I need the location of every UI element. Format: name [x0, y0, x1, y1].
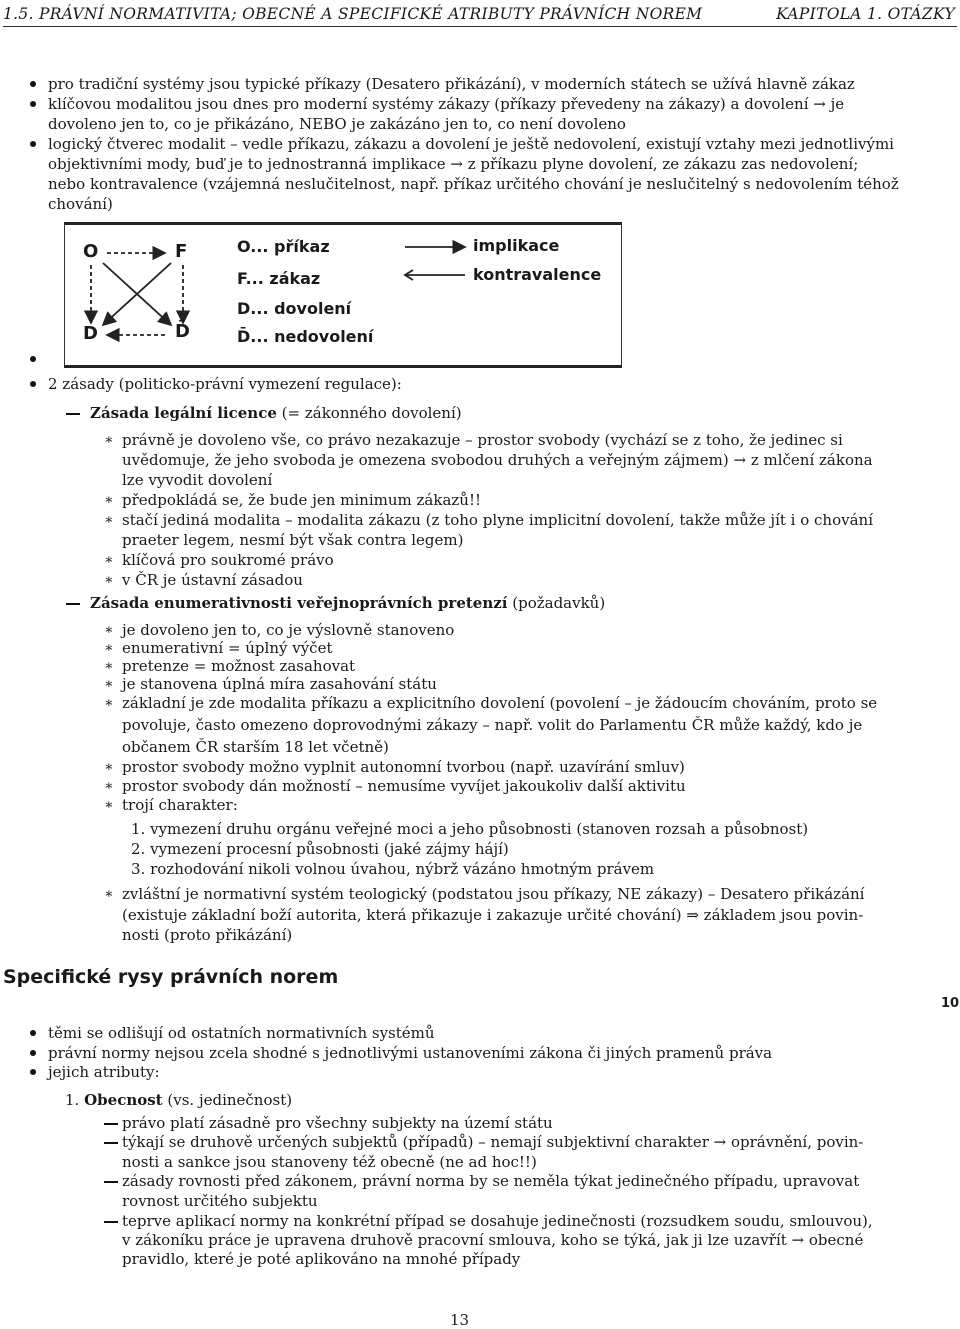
dash-marker	[104, 1221, 118, 1223]
text-line: právní normy nejsou zcela shodné s jednotlivými ustanoveními zákona či jiných pramenů práva	[48, 1044, 773, 1062]
text-line: povoluje, často omezeno doprovodnými zákazy – např. volit do Parlamentu ČR může každý, kdo je	[122, 716, 863, 734]
bullet	[30, 81, 36, 87]
legend-item: O... příkaz	[237, 237, 330, 256]
zasada-title: Zásada enumerativnosti veřejnoprávních pretenzí	[90, 594, 508, 612]
legend-item: D̄... nedovolení	[237, 327, 374, 346]
text-line: nosti a sankce jsou stanoveny též obecně (ne ad hoc!!)	[122, 1153, 537, 1171]
text-line: je dovoleno jen to, co je výslovně stanoveno	[122, 621, 455, 639]
item-text: rozhodování nikoli volnou úvahou, nýbrž vázáno hmotným právem	[150, 860, 655, 878]
running-header	[3, 2, 957, 27]
star-marker: ∗	[104, 676, 114, 692]
dash-marker	[104, 1181, 118, 1183]
header-right: KAPITOLA 1. OTÁZKY	[776, 5, 955, 23]
star-marker: ∗	[104, 572, 114, 588]
star-marker: ∗	[104, 512, 114, 528]
diagram-dbar: D̄	[175, 321, 190, 342]
numbered-item	[131, 819, 808, 839]
zasada-rest: (požadavků)	[507, 594, 606, 612]
star-marker: ∗	[104, 759, 114, 775]
text-line: objektivními mody, buď je to jednostranná implikace → z příkazu plyne dovolení, ze zákazu zas nedovolení;	[48, 155, 859, 173]
text-line: trojí charakter:	[122, 796, 238, 814]
zasada-heading	[90, 593, 605, 613]
legend-item: F... zákaz	[237, 269, 321, 288]
diagram-o: O	[83, 241, 99, 262]
implikace-label: implikace	[473, 236, 560, 255]
text-line: prostor svobody možno vyplnit autonomní tvorbou (např. uzavírání smluv)	[122, 758, 685, 776]
text-line: prostor svobody dán možností – nemusíme vyvíjet jakoukoliv další aktivitu	[122, 777, 686, 795]
star-marker: ∗	[104, 797, 114, 813]
text-line: stačí jediná modalita – modalita zákazu (z toho plyne implicitní dovolení, takže může jít i o chování	[122, 511, 873, 529]
star-marker: ∗	[104, 695, 114, 711]
text-line: praeter legem, nesmí být však contra legem)	[122, 531, 464, 549]
text-line: zásady rovnosti před zákonem, právní norma by se neměla týkat jedinečného případu, upravovat	[122, 1172, 860, 1190]
kontravalence-label: kontravalence	[473, 265, 602, 284]
zasada-title: Zásada legální licence	[90, 404, 277, 422]
item-text: vymezení procesní působnosti (jaké zájmy hájí)	[150, 840, 509, 858]
attribute-heading	[65, 1090, 292, 1110]
text-line: rovnost určitého subjektu	[122, 1192, 318, 1210]
text-line: pravidlo, které je poté aplikováno na mnohé případy	[122, 1250, 521, 1268]
text-line: lze vyvodit dovolení	[122, 471, 273, 489]
text-line: nebo kontravalence (vzájemná neslučitelnost, např. příkaz určitého chování je neslučitelný s nedovolením téhož	[48, 175, 899, 193]
dash-marker	[104, 1142, 118, 1144]
text-line: základní je zde modalita příkazu a explicitního dovolení (povolení – je žádoucím chováním, proto se	[122, 694, 878, 712]
star-marker: ∗	[104, 432, 114, 448]
text-line: občanem ČR starším 18 let včetně)	[122, 738, 389, 756]
bullet	[30, 1069, 36, 1075]
star-marker: ∗	[104, 778, 114, 794]
text-line: právně je dovoleno vše, co právo nezakazuje – prostor svobody (vychází se z toho, že jedinec si	[122, 431, 843, 449]
diagram-d: D	[83, 323, 98, 344]
text-line: dovoleno jen to, co je přikázáno, NEBO je zakázáno jen to, co není dovoleno	[48, 115, 626, 133]
text-line: 2 zásady (politicko-právní vymezení regulace):	[48, 375, 402, 393]
legend-item: D... dovolení	[237, 299, 352, 318]
page-number: 13	[450, 1311, 470, 1329]
text-line: klíčovou modalitou jsou dnes pro moderní systémy zákazy (příkazy převedeny na zákazy) a dovolení → je	[48, 95, 845, 113]
text-line: je stanovena úplná míra zasahování státu	[122, 675, 437, 693]
text-line: uvědomuje, že jeho svoboda je omezena svobodou druhých a veřejným zájmem) → z mlčení zákona	[122, 451, 873, 469]
attribute-title: Obecnost	[84, 1091, 163, 1109]
header-left: 1.5. PRÁVNÍ NORMATIVITA; OBECNÉ A SPECIFICKÉ ATRIBUTY PRÁVNÍCH NOREM	[3, 5, 703, 23]
item-number: 1.	[65, 1091, 80, 1109]
bullet	[30, 141, 36, 147]
star-marker: ∗	[104, 658, 114, 674]
modality-square-diagram	[64, 222, 622, 368]
star-marker: ∗	[104, 492, 114, 508]
text-line: nosti (proto přikázání)	[122, 926, 293, 944]
star-marker: ∗	[104, 622, 114, 638]
diagram-f: F	[175, 241, 188, 262]
numbered-item	[131, 839, 509, 859]
numbered-item	[131, 859, 654, 879]
text-line: chování)	[48, 195, 113, 213]
text-line: v ČR je ústavní zásadou	[122, 571, 303, 589]
text-line: týkají se druhově určených subjektů (případů) – nemají subjektivní charakter → oprávnění, povin-	[122, 1133, 864, 1151]
margin-number: 10	[941, 996, 960, 1011]
text-line: teprve aplikací normy na konkrétní případ se dosahuje jedinečnosti (rozsudkem soudu, smlouvou),	[122, 1212, 873, 1230]
item-number: 1.	[131, 820, 146, 838]
bullet	[30, 356, 36, 362]
star-marker: ∗	[104, 640, 114, 656]
bullet	[30, 1050, 36, 1056]
zasada-rest: (= zákonného dovolení)	[276, 404, 462, 422]
text-line: pretenze = možnost zasahovat	[122, 657, 356, 675]
text-line: (existuje základní boží autorita, která přikazuje i zakazuje určité chování) ⇒ základem jsou povin-	[122, 906, 864, 924]
text-line: pro tradiční systémy jsou typické příkazy (Desatero přikázání), v moderních státech se užívá hlavně zákaz	[48, 75, 855, 93]
text-line: předpokládá se, že bude jen minimum zákazů!!	[122, 491, 482, 509]
item-text: vymezení druhu orgánu veřejné moci a jeho působnosti (stanoven rozsah a působnost)	[150, 820, 809, 838]
dash-marker	[104, 1123, 118, 1125]
attribute-rest: (vs. jedinečnost)	[162, 1091, 293, 1109]
star-marker: ∗	[104, 552, 114, 568]
text-line: klíčová pro soukromé právo	[122, 551, 334, 569]
bullet	[30, 1030, 36, 1036]
text-line: enumerativní = úplný výčet	[122, 639, 333, 657]
text-line: těmi se odlišují od ostatních normativních systémů	[48, 1024, 435, 1042]
text-line: v zákoníku práce je upravena druhově pracovní smlouva, koho se týká, jak ji lze uzavřít → obecné	[122, 1231, 864, 1249]
dash-marker	[66, 603, 80, 605]
text-line: logický čtverec modalit – vedle příkazu, zákazu a dovolení je ještě nedovolení, existují vztahy mezi jednotlivými	[48, 135, 894, 153]
zasada-heading	[90, 403, 462, 423]
section-heading: Specifické rysy právních norem	[3, 966, 339, 988]
star-marker: ∗	[104, 886, 114, 902]
item-number: 2.	[131, 840, 146, 858]
bullet	[30, 381, 36, 387]
text-line: zvláštní je normativní systém teologický (podstatou jsou příkazy, NE zákazy) – Desatero přikázání	[122, 885, 865, 903]
bullet	[30, 101, 36, 107]
dash-marker	[66, 413, 80, 415]
text-line: jejich atributy:	[48, 1063, 160, 1081]
text-line: právo platí zásadně pro všechny subjekty na území státu	[122, 1114, 553, 1132]
item-number: 3.	[131, 860, 146, 878]
